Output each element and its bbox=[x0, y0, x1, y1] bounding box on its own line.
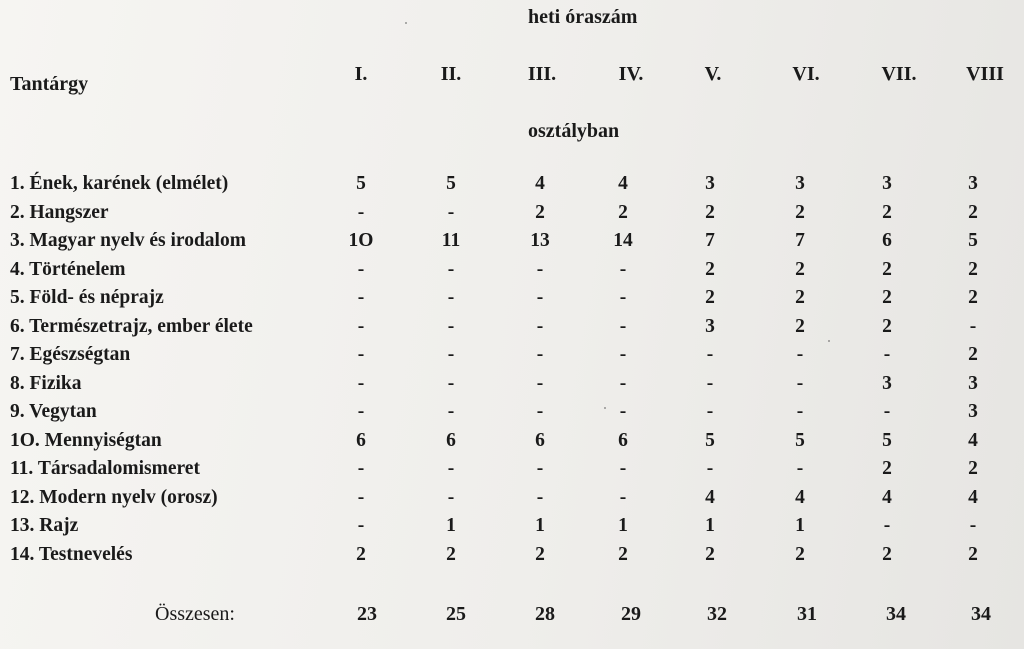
total-value-2: 25 bbox=[446, 603, 466, 625]
hours-cell: 2 bbox=[882, 458, 892, 479]
hours-cell: 2 bbox=[882, 543, 892, 565]
class-header-1: I. bbox=[354, 63, 368, 85]
total-value-3: 28 bbox=[535, 603, 555, 625]
hours-cell: - bbox=[447, 315, 455, 337]
subject-name: 12. Modern nyelv (orosz) bbox=[10, 486, 218, 508]
hours-cell: 3 bbox=[795, 173, 805, 194]
total-label: Összesen: bbox=[155, 603, 235, 625]
hours-cell: 2 bbox=[618, 543, 628, 565]
hours-cell: - bbox=[447, 486, 455, 508]
hours-cell: - bbox=[536, 287, 544, 308]
table-row bbox=[0, 202, 1024, 230]
hours-cell: 7 bbox=[795, 230, 805, 251]
hours-cell: - bbox=[619, 287, 627, 308]
paper-speck bbox=[828, 340, 830, 342]
hours-cell: 11 bbox=[441, 230, 461, 251]
total-value-7: 34 bbox=[886, 603, 906, 625]
table-row bbox=[0, 458, 1024, 486]
hours-cell: 4 bbox=[968, 429, 978, 451]
hours-cell: 2 bbox=[618, 201, 628, 223]
hours-cell: 3 bbox=[968, 372, 978, 394]
hours-cell: 1O bbox=[348, 230, 374, 251]
hours-cell: - bbox=[706, 372, 714, 394]
hours-cell: - bbox=[706, 344, 714, 365]
hours-cell: - bbox=[619, 344, 627, 365]
hours-cell: 6 bbox=[882, 230, 892, 251]
hours-cell: - bbox=[883, 401, 891, 422]
hours-cell: 2 bbox=[882, 258, 892, 280]
hours-cell: - bbox=[619, 486, 627, 508]
hours-cell: 2 bbox=[535, 543, 545, 565]
hours-cell: 1 bbox=[535, 515, 545, 536]
class-header-6: VI. bbox=[792, 63, 820, 85]
hours-cell: 2 bbox=[882, 315, 892, 337]
hours-cell: 2 bbox=[968, 258, 978, 280]
hours-cell: 2 bbox=[968, 201, 978, 223]
hours-cell: 2 bbox=[968, 458, 978, 479]
paper-speck bbox=[405, 22, 407, 24]
hours-cell: - bbox=[536, 486, 544, 508]
hours-cell: 3 bbox=[968, 173, 978, 194]
hours-cell: 5 bbox=[356, 173, 366, 194]
hours-cell: - bbox=[357, 287, 365, 308]
hours-cell: 2 bbox=[705, 258, 715, 280]
hours-cell: - bbox=[969, 515, 977, 536]
subject-name: 4. Történelem bbox=[10, 258, 126, 280]
hours-cell: 5 bbox=[446, 173, 456, 194]
hours-cell: 13 bbox=[530, 230, 550, 251]
total-value-8: 34 bbox=[971, 603, 991, 625]
hours-cell: - bbox=[796, 372, 804, 394]
hours-cell: 3 bbox=[882, 372, 892, 394]
hours-cell: - bbox=[706, 401, 714, 422]
hours-cell: 2 bbox=[968, 287, 978, 308]
hours-cell: - bbox=[706, 458, 714, 479]
class-header-8: VIII bbox=[966, 63, 1004, 85]
hours-cell: - bbox=[536, 258, 544, 280]
paper-speck bbox=[604, 407, 606, 409]
hours-cell: 1 bbox=[705, 515, 715, 536]
hours-cell: - bbox=[447, 201, 455, 223]
hours-cell: - bbox=[447, 401, 455, 422]
total-value-6: 31 bbox=[797, 603, 817, 625]
hours-cell: 2 bbox=[356, 543, 366, 565]
hours-cell: - bbox=[536, 372, 544, 394]
subject-name: 2. Hangszer bbox=[10, 201, 109, 223]
class-header-7: VII. bbox=[881, 63, 917, 85]
hours-cell: 4 bbox=[705, 486, 715, 508]
subject-name: 7. Egészségtan bbox=[10, 344, 131, 365]
hours-cell: - bbox=[357, 201, 365, 223]
subject-name: 1O. Mennyiségtan bbox=[10, 429, 162, 451]
hours-cell: - bbox=[796, 344, 804, 365]
hours-cell: - bbox=[357, 458, 365, 479]
hours-cell: 4 bbox=[795, 486, 805, 508]
hours-cell: 4 bbox=[968, 486, 978, 508]
table-row bbox=[0, 401, 1024, 429]
hours-cell: - bbox=[447, 287, 455, 308]
hours-cell: 2 bbox=[882, 287, 892, 308]
subject-name: 14. Testnevelés bbox=[10, 543, 133, 565]
hours-cell: 5 bbox=[795, 429, 805, 451]
subject-name: 5. Föld- és néprajz bbox=[10, 287, 164, 308]
weekly-hours-heading: heti óraszám bbox=[528, 6, 638, 28]
hours-cell: 6 bbox=[618, 429, 628, 451]
subject-name: 6. Természetrajz, ember élete bbox=[10, 315, 253, 337]
table-row bbox=[0, 515, 1024, 543]
table-row bbox=[0, 173, 1024, 201]
hours-cell: - bbox=[447, 458, 455, 479]
hours-cell: - bbox=[357, 401, 365, 422]
hours-cell: 7 bbox=[705, 230, 715, 251]
hours-cell: 6 bbox=[356, 429, 366, 451]
hours-cell: 3 bbox=[968, 401, 978, 422]
hours-cell: 2 bbox=[535, 201, 545, 223]
hours-cell: 3 bbox=[705, 315, 715, 337]
hours-cell: 1 bbox=[618, 515, 628, 536]
hours-cell: - bbox=[796, 401, 804, 422]
hours-cell: 6 bbox=[446, 429, 456, 451]
hours-cell: 2 bbox=[795, 315, 805, 337]
hours-cell: 5 bbox=[705, 429, 715, 451]
hours-cell: 1 bbox=[446, 515, 456, 536]
hours-cell: - bbox=[357, 344, 365, 365]
hours-cell: 2 bbox=[705, 543, 715, 565]
table-row bbox=[0, 430, 1024, 458]
hours-cell: - bbox=[536, 401, 544, 422]
table-row bbox=[0, 544, 1024, 572]
subject-column-header: Tantárgy bbox=[10, 73, 89, 95]
hours-cell: - bbox=[447, 344, 455, 365]
hours-cell: 3 bbox=[882, 173, 892, 194]
hours-cell: - bbox=[969, 315, 977, 337]
table-row bbox=[0, 487, 1024, 515]
hours-cell: - bbox=[447, 372, 455, 394]
hours-cell: - bbox=[536, 315, 544, 337]
hours-cell: 4 bbox=[535, 173, 545, 194]
hours-cell: 5 bbox=[882, 429, 892, 451]
subject-name: 13. Rajz bbox=[10, 515, 79, 536]
hours-cell: 4 bbox=[882, 486, 892, 508]
table-row bbox=[0, 344, 1024, 372]
hours-cell: 4 bbox=[618, 173, 628, 194]
hours-cell: - bbox=[796, 458, 804, 479]
hours-cell: - bbox=[619, 458, 627, 479]
table-row bbox=[0, 230, 1024, 258]
hours-cell: 5 bbox=[968, 230, 978, 251]
hours-cell: 2 bbox=[795, 543, 805, 565]
class-header-5: V. bbox=[704, 63, 722, 85]
hours-cell: 2 bbox=[705, 201, 715, 223]
hours-cell: - bbox=[619, 315, 627, 337]
hours-cell: - bbox=[357, 258, 365, 280]
hours-cell: 2 bbox=[795, 287, 805, 308]
in-class-heading: osztályban bbox=[528, 120, 620, 142]
subject-name: 11. Társadalomismeret bbox=[10, 458, 200, 479]
hours-cell: 2 bbox=[446, 543, 456, 565]
hours-cell: - bbox=[536, 458, 544, 479]
hours-cell: - bbox=[883, 344, 891, 365]
table-row bbox=[0, 259, 1024, 287]
class-header-2: II. bbox=[440, 63, 462, 85]
total-value-1: 23 bbox=[357, 603, 377, 625]
hours-cell: - bbox=[357, 486, 365, 508]
hours-cell: - bbox=[619, 401, 627, 422]
hours-cell: - bbox=[357, 315, 365, 337]
hours-cell: - bbox=[536, 344, 544, 365]
hours-cell: - bbox=[619, 372, 627, 394]
hours-cell: 3 bbox=[705, 173, 715, 194]
hours-cell: - bbox=[357, 372, 365, 394]
hours-cell: 2 bbox=[968, 543, 978, 565]
subject-name: 8. Fizika bbox=[10, 372, 82, 394]
hours-cell: - bbox=[357, 515, 365, 536]
hours-cell: 2 bbox=[795, 258, 805, 280]
class-header-4: IV. bbox=[618, 63, 644, 85]
hours-cell: 2 bbox=[882, 201, 892, 223]
hours-cell: - bbox=[619, 258, 627, 280]
hours-cell: 2 bbox=[705, 287, 715, 308]
total-value-4: 29 bbox=[621, 603, 641, 625]
subject-name: 1. Ének, karének (elmélet) bbox=[10, 173, 229, 194]
table-row bbox=[0, 316, 1024, 344]
subject-name: 9. Vegytan bbox=[10, 401, 97, 422]
hours-cell: - bbox=[883, 515, 891, 536]
hours-cell: - bbox=[447, 258, 455, 280]
hours-cell: 2 bbox=[968, 344, 978, 365]
table-row bbox=[0, 373, 1024, 401]
table-row bbox=[0, 287, 1024, 315]
hours-cell: 14 bbox=[613, 230, 633, 251]
hours-cell: 1 bbox=[795, 515, 805, 536]
subject-name: 3. Magyar nyelv és irodalom bbox=[10, 230, 246, 251]
hours-cell: 6 bbox=[535, 429, 545, 451]
hours-cell: 2 bbox=[795, 201, 805, 223]
class-header-3: III. bbox=[527, 63, 557, 85]
total-value-5: 32 bbox=[707, 603, 727, 625]
